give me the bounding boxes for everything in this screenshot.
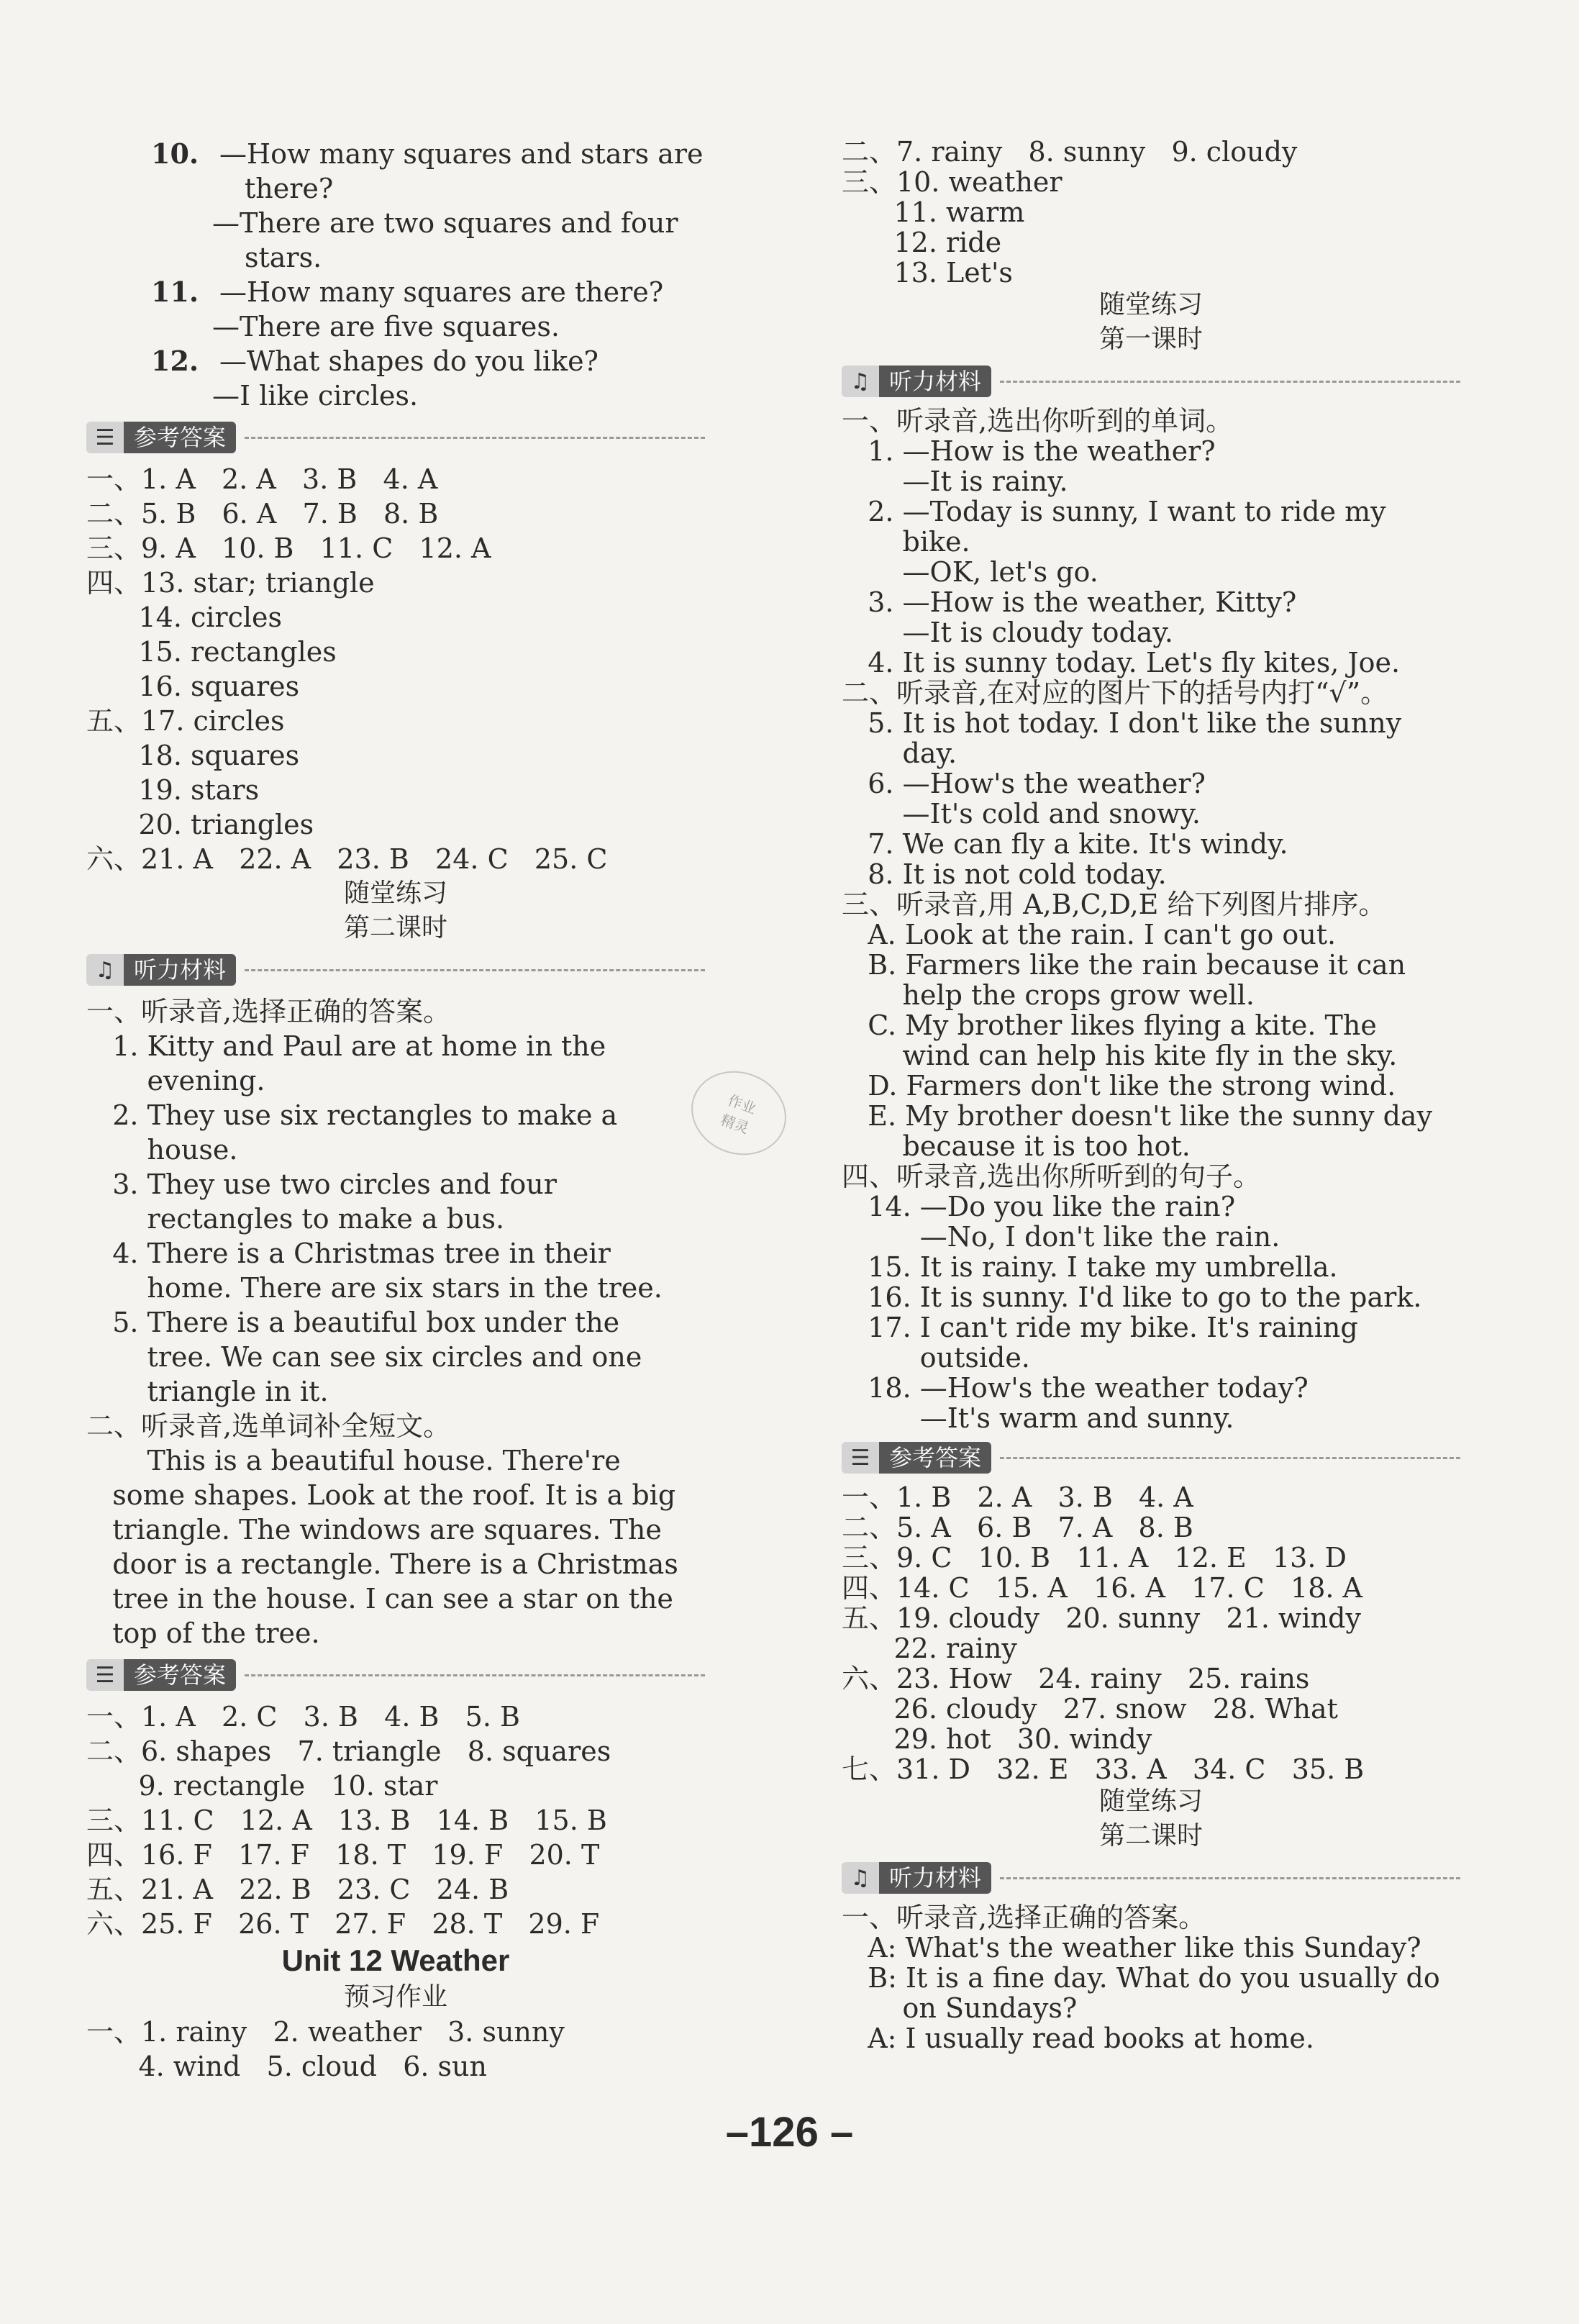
text-line: 9. rectangle 10. star bbox=[86, 1770, 438, 1802]
answers-header bbox=[842, 1439, 1460, 1476]
right-top-answers bbox=[842, 137, 1460, 288]
text-line: 六、23. How 24. rainy 25. rains bbox=[842, 1663, 1310, 1694]
headphones-icon: ♫ bbox=[842, 1862, 879, 1894]
text-line: triangle in it. bbox=[86, 1376, 329, 1407]
text-line: —It's warm and sunny. bbox=[842, 1402, 1234, 1434]
text-line: 16. squares bbox=[86, 671, 300, 702]
text-line: 四、16. F 17. F 18. T 19. F 20. T bbox=[86, 1839, 600, 1871]
dialogue-text: —I like circles. bbox=[212, 380, 419, 412]
listening-list bbox=[86, 994, 705, 1651]
text-line: 二、7. rainy 8. sunny 9. cloudy bbox=[842, 136, 1298, 168]
text-line: 三、10. weather bbox=[842, 166, 1062, 198]
text-line: 12. ride bbox=[842, 227, 1002, 258]
text-line: C. My brother likes flying a kite. The bbox=[842, 1009, 1377, 1041]
lesson-title: 第一课时 bbox=[1098, 324, 1203, 354]
text-line: D. Farmers don't like the strong wind. bbox=[842, 1070, 1396, 1102]
text-line: 3. —How is the weather, Kitty? bbox=[842, 586, 1297, 618]
text-line: 四、14. C 15. A 16. A 17. C 18. A bbox=[842, 1572, 1362, 1604]
divider bbox=[245, 437, 705, 439]
text-line: some shapes. Look at the roof. It is a big bbox=[86, 1479, 676, 1511]
text-line: 四、13. star; triangle bbox=[86, 567, 375, 599]
text-line: on Sundays? bbox=[842, 1992, 1078, 2024]
text-line: 三、9. A 10. B 11. C 12. A bbox=[86, 532, 491, 564]
text-line: 2. —Today is sunny, I want to ride my bbox=[842, 496, 1386, 527]
text-line: door is a rectangle. There is a Christmas bbox=[86, 1548, 678, 1580]
text-line: 13. Let's bbox=[842, 257, 1013, 289]
headphones-icon: ♫ bbox=[86, 954, 124, 986]
text-line: —No, I don't like the rain. bbox=[842, 1221, 1280, 1253]
text-line: 20. triangles bbox=[86, 809, 314, 840]
text-line: 11. warm bbox=[842, 196, 1025, 228]
text-line: 五、17. circles bbox=[86, 705, 285, 737]
answers-icon: ☰ bbox=[86, 422, 124, 453]
text-line: 1. —How is the weather? bbox=[842, 435, 1216, 467]
text-line: 4. wind 5. cloud 6. sun bbox=[86, 2051, 487, 2082]
answers-list bbox=[86, 462, 705, 876]
listening-label: 听力材料 bbox=[879, 1862, 991, 1894]
lesson-title: 第二课时 bbox=[1098, 1821, 1203, 1851]
stamp-text: 精灵 bbox=[718, 1110, 752, 1138]
dialogue-text: stars. bbox=[245, 242, 322, 273]
text-line: bike. bbox=[842, 526, 970, 558]
text-line: 29. hot 30. windy bbox=[842, 1723, 1152, 1755]
text-line: 二、听录音,选单词补全短文。 bbox=[86, 1410, 451, 1442]
text-line: 六、25. F 26. T 27. F 28. T 29. F bbox=[86, 1908, 600, 1940]
headphones-icon: ♫ bbox=[842, 366, 879, 397]
text-line: 七、31. D 32. E 33. A 34. C 35. B bbox=[842, 1753, 1365, 1785]
text-line: 18. squares bbox=[86, 740, 300, 771]
text-line: 五、19. cloudy 20. sunny 21. windy bbox=[842, 1602, 1361, 1634]
dialogue-line bbox=[86, 206, 705, 240]
text-line: B. Farmers like the rain because it can bbox=[842, 949, 1406, 981]
answers-header bbox=[86, 419, 705, 456]
text-line: 3. They use two circles and four bbox=[86, 1168, 557, 1200]
divider bbox=[1000, 1457, 1460, 1459]
text-line: 5. There is a beautiful box under the bbox=[86, 1307, 620, 1338]
text-line: 14. —Do you like the rain? bbox=[842, 1191, 1236, 1222]
text-line: This is a beautiful house. There're bbox=[86, 1445, 621, 1476]
text-line: 15. rectangles bbox=[86, 636, 337, 668]
listening-list bbox=[842, 406, 1460, 1433]
practice-title: 随堂练习 bbox=[1098, 1787, 1203, 1816]
text-line: 一、听录音,选择正确的答案。 bbox=[842, 1902, 1206, 1933]
dialogue-line bbox=[86, 275, 705, 309]
text-line: 14. circles bbox=[86, 602, 283, 633]
item-number: 10. bbox=[151, 137, 199, 170]
listening-list bbox=[842, 1902, 1460, 2053]
text-line: 4. There is a Christmas tree in their bbox=[86, 1238, 611, 1269]
text-line: tree. We can see six circles and one bbox=[86, 1341, 642, 1373]
text-line: 三、11. C 12. A 13. B 14. B 15. B bbox=[86, 1805, 607, 1836]
dialogue-text: —There are five squares. bbox=[212, 311, 560, 342]
answers-header bbox=[86, 1656, 705, 1694]
answers-label: 参考答案 bbox=[879, 1442, 991, 1474]
text-line: 26. cloudy 27. snow 28. What bbox=[842, 1693, 1338, 1725]
text-line: evening. bbox=[86, 1065, 265, 1097]
text-line: 17. I can't ride my bike. It's raining bbox=[842, 1312, 1358, 1343]
listening-header bbox=[842, 1859, 1460, 1897]
text-line: house. bbox=[86, 1134, 238, 1166]
listening-header bbox=[842, 363, 1460, 400]
left-top-dialogue bbox=[86, 137, 705, 413]
text-line: 2. They use six rectangles to make a bbox=[86, 1099, 618, 1131]
listening-label: 听力材料 bbox=[879, 366, 991, 397]
practice-title: 随堂练习 bbox=[1098, 290, 1203, 319]
answers-label: 参考答案 bbox=[124, 422, 236, 453]
text-line: 一、1. B 2. A 3. B 4. A bbox=[842, 1481, 1193, 1513]
text-line: 4. It is sunny today. Let's fly kites, Joe. bbox=[842, 647, 1401, 678]
text-line: 三、9. C 10. B 11. A 12. E 13. D bbox=[842, 1542, 1347, 1574]
text-line: 二、听录音,在对应的图片下的括号内打“√”。 bbox=[842, 677, 1388, 709]
text-line: 一、听录音,选出你听到的单词。 bbox=[842, 405, 1234, 437]
dialogue-text: —What shapes do you like? bbox=[219, 345, 599, 377]
listening-label: 听力材料 bbox=[124, 954, 236, 986]
unit-title: Unit 12 Weather bbox=[281, 1943, 510, 1977]
text-line: help the crops grow well. bbox=[842, 979, 1255, 1011]
text-line: 三、听录音,用 A,B,C,D,E 给下列图片排序。 bbox=[842, 889, 1386, 920]
text-line: 18. —How's the weather today? bbox=[842, 1372, 1309, 1404]
stamp-text: 作业 bbox=[725, 1091, 759, 1117]
answers-list bbox=[842, 1482, 1460, 1784]
text-line: B: It is a fine day. What do you usually do bbox=[842, 1962, 1440, 1994]
text-line: A. Look at the rain. I can't go out. bbox=[842, 919, 1337, 950]
answers-icon: ☰ bbox=[842, 1442, 879, 1474]
text-line: 1. Kitty and Paul are at home in the bbox=[86, 1030, 606, 1062]
text-line: 一、1. A 2. C 3. B 4. B 5. B bbox=[86, 1701, 520, 1733]
text-line: —It's cold and snowy. bbox=[842, 798, 1201, 830]
text-line: wind can help his kite fly in the sky. bbox=[842, 1040, 1398, 1071]
item-number: 12. bbox=[151, 345, 199, 377]
text-line: —It is cloudy today. bbox=[842, 617, 1173, 648]
text-line: A: What's the weather like this Sunday? bbox=[842, 1932, 1421, 1964]
text-line: rectangles to make a bus. bbox=[86, 1203, 505, 1235]
text-line: 16. It is sunny. I'd like to go to the park. bbox=[842, 1281, 1422, 1313]
text-line: home. There are six stars in the tree. bbox=[86, 1272, 663, 1304]
text-line: 二、5. A 6. B 7. A 8. B bbox=[842, 1512, 1193, 1543]
text-line: triangle. The windows are squares. The bbox=[86, 1514, 662, 1545]
dialogue-line bbox=[86, 137, 705, 171]
divider bbox=[245, 969, 705, 971]
text-line: 六、21. A 22. A 23. B 24. C 25. C bbox=[86, 843, 608, 875]
text-line: 8. It is not cold today. bbox=[842, 858, 1167, 890]
answers-icon: ☰ bbox=[86, 1659, 124, 1691]
text-line: 一、1. A 2. A 3. B 4. A bbox=[86, 463, 438, 495]
dialogue-line bbox=[86, 309, 705, 344]
text-line: top of the tree. bbox=[86, 1617, 320, 1649]
text-line: 15. It is rainy. I take my umbrella. bbox=[842, 1251, 1338, 1283]
text-line: E. My brother doesn't like the sunny day bbox=[842, 1100, 1433, 1132]
divider bbox=[1000, 1877, 1460, 1879]
text-line: 二、5. B 6. A 7. B 8. B bbox=[86, 498, 439, 530]
divider bbox=[1000, 381, 1460, 383]
dialogue-line bbox=[86, 378, 705, 413]
text-line: because it is too hot. bbox=[842, 1130, 1191, 1162]
text-line: —It is rainy. bbox=[842, 466, 1068, 497]
dialogue-text: there? bbox=[245, 173, 334, 204]
text-line: outside. bbox=[842, 1342, 1030, 1374]
dialogue-text: —There are two squares and four bbox=[212, 207, 678, 239]
text-line: 19. stars bbox=[86, 774, 260, 806]
text-line: day. bbox=[842, 737, 957, 769]
text-line: 7. We can fly a kite. It's windy. bbox=[842, 828, 1288, 860]
dialogue-line bbox=[86, 240, 705, 275]
text-line: 22. rainy bbox=[842, 1633, 1017, 1664]
text-line: A: I usually read books at home. bbox=[842, 2023, 1314, 2054]
page-number: –126 – bbox=[725, 2109, 854, 2156]
dialogue-text: —How many squares and stars are bbox=[219, 138, 704, 170]
text-line: tree in the house. I can see a star on the bbox=[86, 1583, 673, 1615]
left-column bbox=[86, 137, 705, 2084]
preview-title: 预习作业 bbox=[343, 1982, 447, 2012]
text-line: 6. —How's the weather? bbox=[842, 768, 1206, 799]
answers-label: 参考答案 bbox=[124, 1659, 236, 1691]
item-number: 11. bbox=[151, 276, 199, 308]
text-line: 二、6. shapes 7. triangle 8. squares bbox=[86, 1735, 611, 1767]
text-line: 一、1. rainy 2. weather 3. sunny bbox=[86, 2016, 565, 2048]
right-column bbox=[842, 137, 1460, 2053]
listening-header bbox=[86, 951, 705, 989]
text-line: 五、21. A 22. B 23. C 24. B bbox=[86, 1874, 509, 1905]
dialogue-line bbox=[86, 171, 705, 206]
divider bbox=[245, 1674, 705, 1676]
text-line: 四、听录音,选出你所听到的句子。 bbox=[842, 1161, 1261, 1192]
text-line: 5. It is hot today. I don't like the sunny bbox=[842, 707, 1402, 739]
lesson-title: 第二课时 bbox=[343, 913, 447, 943]
answers-list bbox=[86, 1699, 705, 1941]
preview-list bbox=[86, 2015, 705, 2084]
practice-title: 随堂练习 bbox=[343, 879, 447, 908]
dialogue-line bbox=[86, 344, 705, 378]
text-line: —OK, let's go. bbox=[842, 556, 1098, 588]
dialogue-text: —How many squares are there? bbox=[219, 276, 664, 308]
text-line: 一、听录音,选择正确的答案。 bbox=[86, 996, 451, 1027]
